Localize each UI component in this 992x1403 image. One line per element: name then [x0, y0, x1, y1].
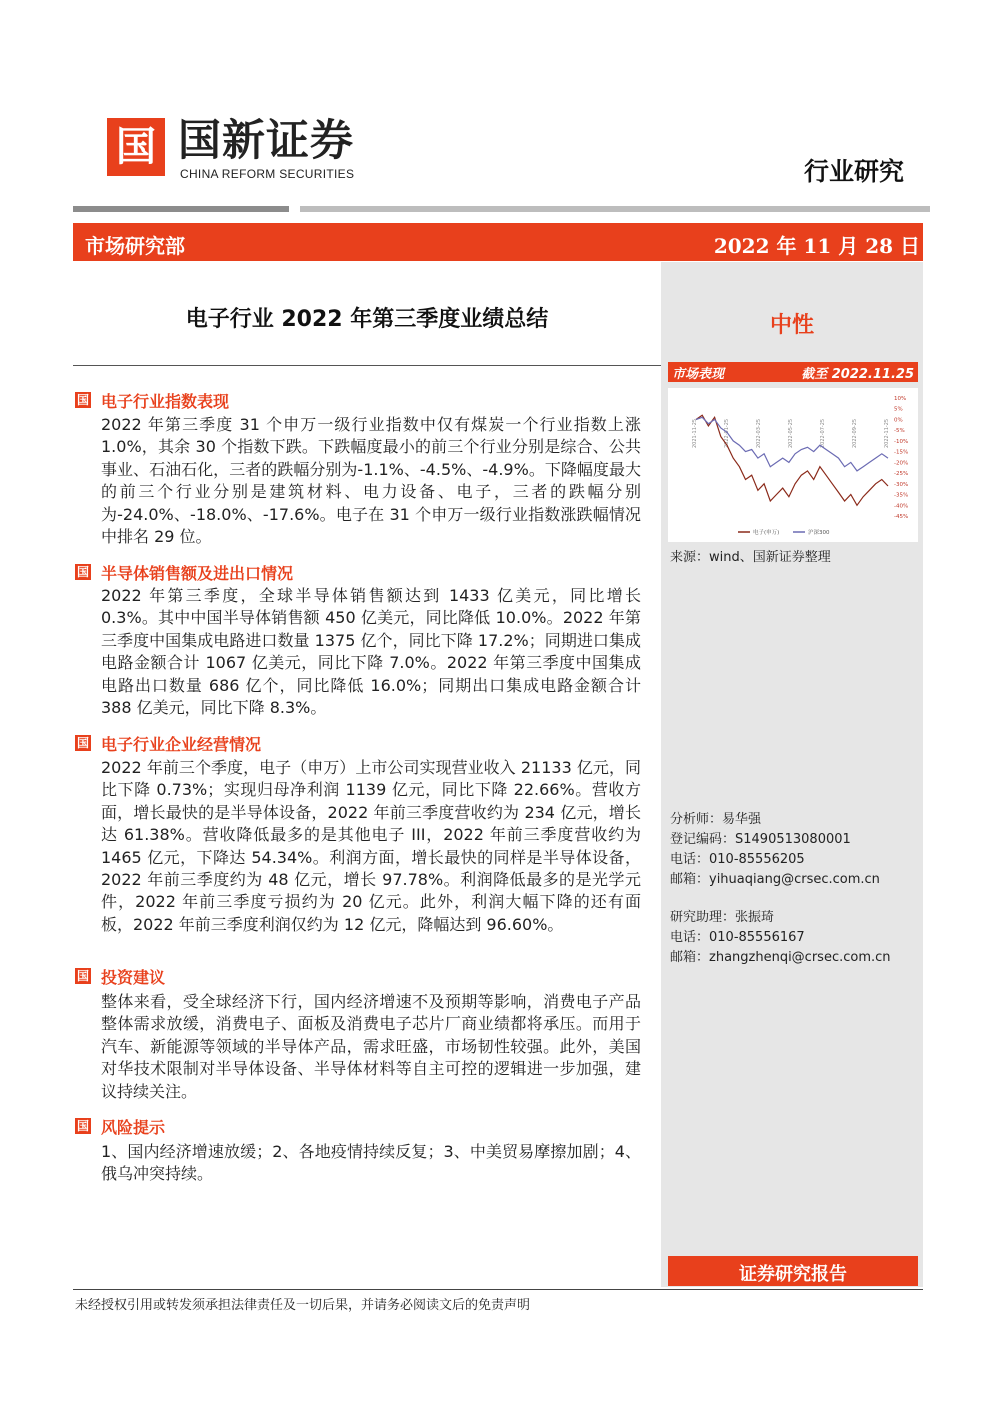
assistant-name: 研究助理：张振琦: [670, 910, 775, 925]
x-tick-label: 2022-01-25: [724, 418, 730, 448]
rating: 中性: [769, 313, 814, 338]
x-tick-label: 2022-09-25: [852, 418, 858, 448]
y-tick-label: -10%: [894, 438, 909, 445]
section-text: 1、国内经济增速放缓；2、各地疫情持续反复；3、中美贸易摩擦加剧；4、俄乌冲突持续。: [101, 1142, 641, 1184]
section-icon: 国: [76, 736, 89, 750]
market-label: 市场表现: [672, 367, 725, 382]
market-chart: [668, 388, 918, 542]
header-divider-left: [73, 206, 289, 212]
legend-label: 沪深300: [808, 530, 830, 536]
y-tick-label: -45%: [894, 514, 909, 520]
section-title: 投资建议: [101, 968, 166, 987]
report-title: 电子行业 2022 年第三季度业绩总结: [185, 307, 549, 332]
section-icon: 国: [76, 1119, 89, 1133]
market-date: 截至 2022.11.25: [801, 367, 914, 382]
analyst-phone: 电话：010-85556205: [670, 852, 805, 867]
chart-source: 来源：wind、国新证券整理: [670, 550, 831, 565]
section-text: 2022 年第三季度，全球半导体销售额达到 1433 亿美元，同比增长 0.3%。其中中国半导体销售额 450 亿美元，同比降低 10.0%。2022 年第三季度中国集成电路进口数量 1375 亿个，同比下降 17.2%；同期进口集成电路金额合计 1067 亿美元，同比下降 7.0%。2022 年第三季度中国集成电路出口数量 686 亿个，同比降低 16.0%；同期出口集成电路金额合计 388 亿美元，同比下降 8.3%。: [101, 586, 641, 718]
assistant-phone: 电话：010-85556167: [670, 930, 805, 945]
market-chart-svg: [668, 388, 918, 542]
logo-glyph: 国: [116, 124, 156, 170]
section-title: 电子行业企业经营情况: [101, 735, 262, 754]
report-date: 2022 年 11 月 28 日: [713, 234, 920, 258]
company-name-en: CHINA REFORM SECURITIES: [180, 167, 355, 181]
disclaimer-divider: [73, 1289, 923, 1290]
analyst-email[interactable]: 邮箱：yihuaqiang@crsec.com.cn: [670, 872, 880, 887]
disclaimer: 未经授权引用或转发须承担法律责任及一切后果，并请务必阅读文后的免责声明: [75, 1298, 531, 1313]
analyst-name: 分析师：易华强: [670, 812, 762, 827]
header-divider-right: [300, 206, 930, 212]
analyst-reg: 登记编码：S1490513080001: [670, 832, 851, 847]
assistant-email[interactable]: 邮箱：zhangzhenqi@crsec.com.cn: [670, 950, 891, 965]
y-tick-label: -40%: [894, 503, 909, 510]
section-title: 半导体销售额及进出口情况: [101, 564, 294, 583]
title-divider: [73, 365, 661, 366]
legend-label: 电子(申万): [753, 530, 780, 536]
department-name: 市场研究部: [85, 234, 185, 258]
y-tick-label: -25%: [894, 471, 909, 478]
y-tick-label: -5%: [894, 428, 905, 435]
section-icon: 国: [76, 969, 89, 983]
x-tick-label: 2022-07-25: [820, 418, 826, 448]
x-tick-label: 2022-03-25: [756, 418, 762, 448]
x-tick-label: 2021-11-25: [692, 418, 698, 448]
company-name-cn: 国新证券: [178, 116, 354, 166]
section-title: 电子行业指数表现: [101, 392, 230, 411]
section-text: 整体来看，受全球经济下行，国内经济增速不及预期等影响，消费电子产品整体需求放缓，消费电子、面板及消费电子芯片厂商业绩都将承压。而用于汽车、新能源等领域的半导体产品，需求旺盛，市场韧性较强。此外，美国对华技术限制对半导体设备、半导体材料等自主可控的逻辑进一步加强，建议持续关注。: [101, 992, 641, 1101]
y-tick-label: -30%: [894, 481, 909, 488]
x-tick-label: 2022-11-25: [884, 418, 890, 448]
footer-label: 证券研究报告: [739, 1264, 847, 1285]
section-text: 2022 年前三个季度，电子（申万）上市公司实现营业收入 21133 亿元，同比下降 0.73%；实现归母净利润 1139 亿元，同比下降 22.66%。营收方面，增长最快的是半导体设备，2022 年前三季度营收约为 234 亿元，增长达 61.38%。营收降低最多的是其他电子 III，2022 年前三季度营收约为 1465 亿元，下降达 54.34%。利润方面，增长最快的同样是半导体设备，2022 年前三季度约为 48 亿元，增长 97.78%。利润降低最多的是光学元件，2022 年前三季度亏损约为 20 亿元。此外，利润大幅下降的还有面板，2022 年前三季度利润仅约为 12 亿元，降幅达到 96.60%。: [101, 758, 641, 934]
y-tick-label: 5%: [894, 406, 903, 413]
section-text: 2022 年第三季度 31 个申万一级行业指数中仅有煤炭一个行业指数上涨 1.0%，其余 30 个指数下跌。下跌幅度最小的前三个行业分别是综合、公共事业、石油石化，三者的跌幅分别为-1.1%、-4.5%、-4.9%。下降幅度最大的前三个行业分别是建筑材料、电力设备、电子，三者的跌幅分别为-24.0%、-18.0%、-17.6%。电子在 31 个申万一级行业指数涨跌幅情况中排名 29 位。: [101, 415, 641, 547]
y-tick-label: 10%: [894, 396, 907, 402]
section-icon: 国: [76, 393, 89, 407]
x-tick-label: 2022-05-25: [788, 418, 794, 448]
y-tick-label: 0%: [894, 417, 903, 424]
section-title: 风险提示: [101, 1118, 166, 1137]
y-tick-label: -35%: [894, 492, 909, 499]
y-tick-label: -20%: [894, 460, 909, 467]
section-icon: 国: [76, 565, 89, 579]
y-tick-label: -15%: [894, 449, 909, 456]
report-type: 行业研究: [804, 157, 905, 186]
